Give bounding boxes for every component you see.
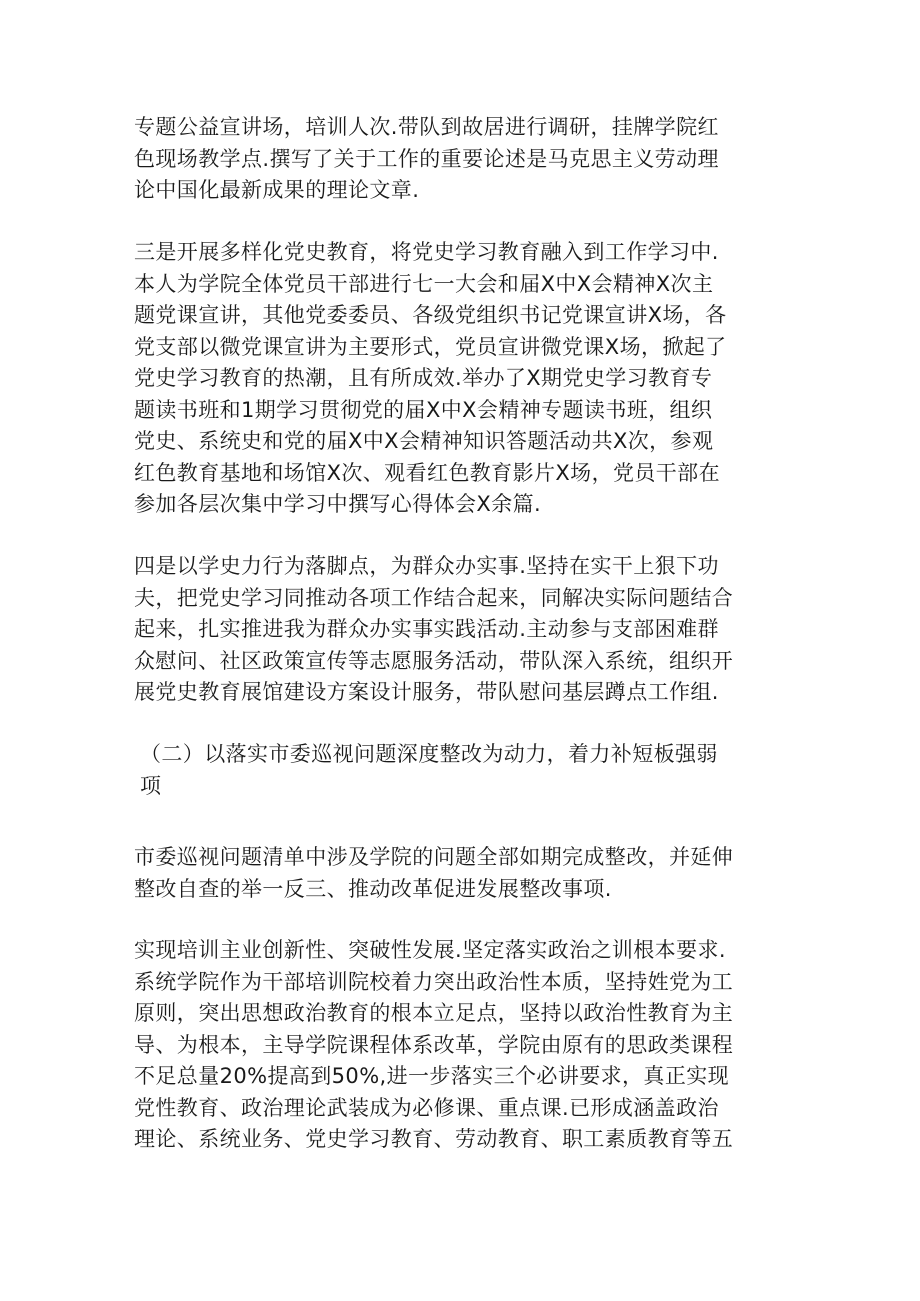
text-line: 四是以学史力行为落脚点，为群众办实事.坚持在实干上狠下功: [134, 554, 719, 578]
text-line: 党支部以微党课宣讲为主要形式，党员宣讲微党课X场，掀起了: [134, 334, 727, 359]
text-line: 红色教育基地和场馆X次、观看红色教育影片X场，党员干部在: [134, 460, 720, 485]
text-line: 党史、系统史和党的届X中X会精神知识答题活动共X次，参观: [134, 429, 714, 453]
paragraph-2: [134, 237, 784, 521]
text-line: 众慰问、社区政策宣传等志愿服务活动，带队深入系统，组织开: [134, 648, 734, 673]
text-line: 实现培训主业创新性、突破性发展.坚定落实政治之训根本要求.: [134, 938, 726, 962]
text-line: 理论、系统业务、党史学习教育、劳动教育、职工素质教育等五: [134, 1127, 734, 1151]
text-line: 市委巡视问题清单中涉及学院的问题全部如期完成整改，并延伸: [134, 845, 734, 869]
text-line: 系统学院作为干部培训院校着力突出政治性本质，坚持姓党为工: [134, 969, 734, 994]
paragraph-5: [134, 935, 784, 1156]
text-line: 展党史教育展馆建设方案设计服务，带队慰问基层蹲点工作组.: [134, 680, 719, 704]
heading-line: （二）以落实市委巡视问题深度整改为动力，着力补短板强弱: [140, 742, 718, 766]
text-line: 专题公益宣讲场，培训人次.带队到故居进行调研，挂牌学院红: [134, 115, 719, 139]
text-line: 题党课宣讲，其他党委委员、各级党组织书记党课宣讲X场，各: [134, 303, 727, 327]
paragraph-3: [134, 551, 784, 709]
text-line: 色现场教学点.撰写了关于工作的重要论述是马克思主义劳动理: [134, 146, 719, 171]
text-line: 夫，把党史学习同推动各项工作结合起来，同解决实际问题结合: [134, 585, 734, 610]
text-line: 整改自查的举一反三、推动改革促进发展整改事项.: [134, 876, 612, 901]
heading-line: 项: [140, 773, 162, 798]
text-line: 本人为学院全体党员干部进行七一大会和届X中X会精神X次主: [134, 271, 714, 296]
text-line: 参加各层次集中学习中撰写心得体会X余篇.: [134, 492, 542, 516]
text-line: 题读书班和1期学习贯彻党的届X中X会精神专题读书班，组织: [134, 397, 713, 422]
text-line: 论中国化最新成果的理论文章.: [134, 178, 420, 202]
text-line: 原则，突出思想政治教育的根本立足点，坚持以政治性教育为主: [134, 1001, 734, 1025]
text-line: 三是开展多样化党史教育，将党史学习教育融入到工作学习中.: [134, 240, 719, 264]
paragraph-1: [134, 112, 784, 207]
paragraph-4: [134, 842, 784, 905]
section-heading: [140, 739, 790, 802]
text-line: 导、为根本，主导学院课程体系改革，学院由原有的思政类课程: [134, 1032, 734, 1057]
text-line: 不足总量20%提高到50%,进一步落实三个必讲要求，真正实现: [134, 1064, 730, 1088]
text-line: 党史学习教育的热潮，且有所成效.举办了X期党史学习教育专: [134, 366, 713, 390]
text-line: 起来，扎实推进我为群众办实事实践活动.主动参与支部困难群: [134, 617, 719, 641]
text-line: 党性教育、政治理论武装成为必修课、重点课.已形成涵盖政治: [134, 1095, 719, 1120]
